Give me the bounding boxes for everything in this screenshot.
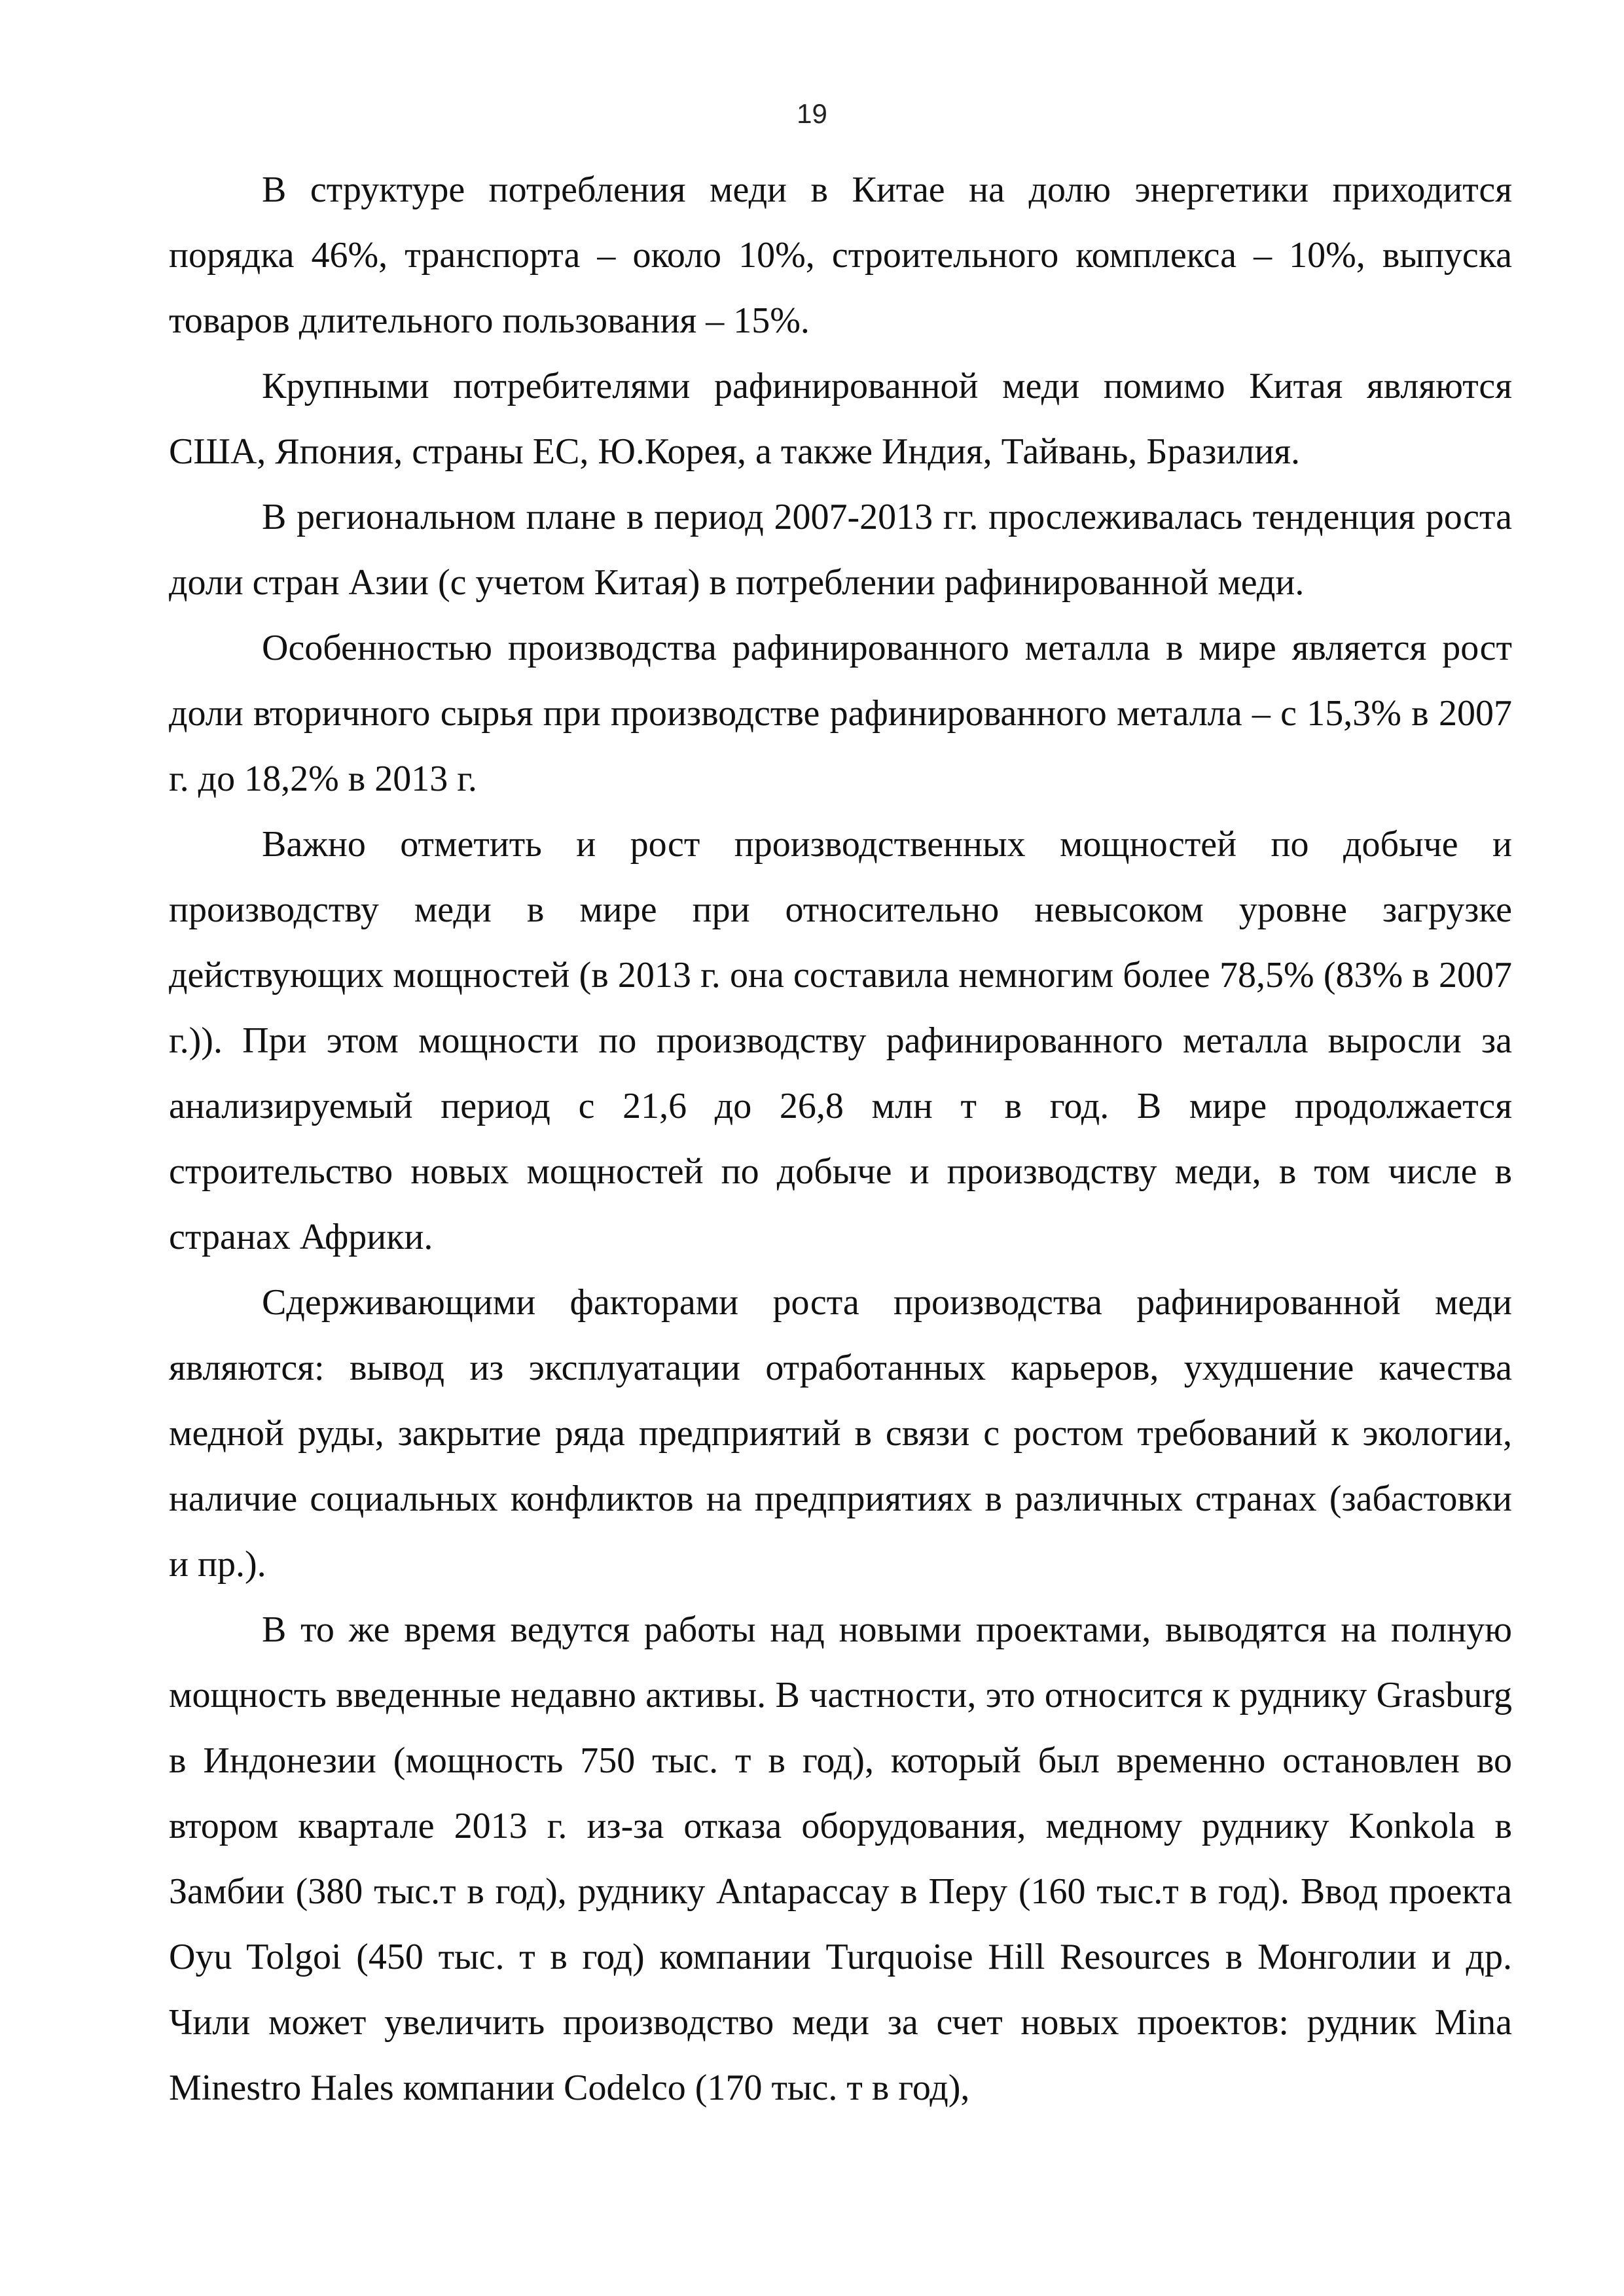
paragraph-regional-trend: В региональном плане в период 2007-2013 гг. прослеживалась тенденция роста доли стран Азии (с учетом Китая) в потреблении рафинированной меди. (169, 497, 1512, 603)
paragraph-china-copper-consumption-structure: В структуре потребления меди в Китае на долю энергетики приходится порядка 46%, транспорта – около 10%, строительного комплекса – 10%, выпуска товаров длительного пользования – 15%. (169, 170, 1512, 341)
body-text (169, 157, 1512, 2121)
page-number: 19 (797, 98, 827, 129)
paragraph-constraining-factors: Сдерживающими факторами роста производства рафинированной меди являются: вывод из эксплуатации отработанных карьеров, ухудшение качества медной руды, закрытие ряда предприятий в связи с ростом требований к экологии, наличие социальных конфликтов на предприятиях в различных странах (забастовки и пр.). (169, 1282, 1512, 1585)
paragraph-new-projects: В то же время ведутся работы над новыми проектами, выводятся на полную мощность введенные недавно активы. В частности, это относится к руднику Grasburg в Индонезии (мощность 750 тыс. т в год), который был временно остановлен во втором квартале 2013 г. из-за отказа оборудования, медному руднику Konkola в Замбии (380 тыс.т в год), руднику Antapaccay в Перу (160 тыс.т в год). Ввод проекта Oyu Tolgoi (450 тыс. т в год) компании Turquoise Hill Resources в Монголии и др. Чили может увеличить производство меди за счет новых проектов: рудник Mina Minestro Hales компании Codelco (170 тыс. т в год), (169, 1609, 1512, 2108)
paragraph-secondary-raw-material: Особенностью производства рафинированного металла в мире является рост доли вторичного сырья при производстве рафинированного металла – с 15,3% в 2007 г. до 18,2% в 2013 г. (169, 628, 1512, 799)
paragraph-capacity-growth: Важно отметить и рост производственных мощностей по добыче и производству меди в мире при относительно невысоком уровне загрузке действующих мощностей (в 2013 г. она составила немногим более 78,5% (83% в 2007 г.)). При этом мощности по производству рафинированного металла выросли за анализируемый период с 21,6 до 26,8 млн т в год. В мире продолжается строительство новых мощностей по добыче и производству меди, в том числе в странах Африки. (169, 824, 1512, 1257)
paragraph-major-consumers: Крупными потребителями рафинированной меди помимо Китая являются США, Япония, страны ЕС, Ю.Корея, а также Индия, Тайвань, Бразилия. (169, 366, 1512, 472)
